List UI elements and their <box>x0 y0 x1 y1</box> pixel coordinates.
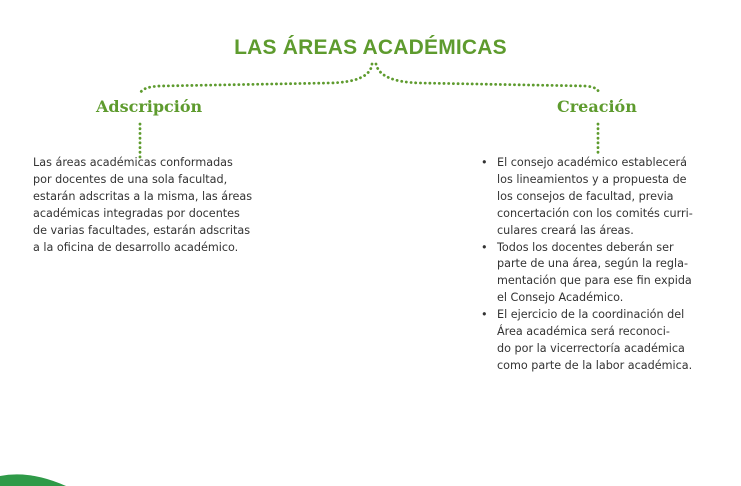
text-line: Todos los docentes deberán ser <box>497 240 674 254</box>
list-item <box>481 155 706 240</box>
list-item <box>481 307 706 375</box>
text-line: concertación con los comités curri- <box>497 206 693 220</box>
text-line: Área académica será reconoci- <box>497 325 670 339</box>
text-line: parte de una área, según la regla- <box>497 257 688 271</box>
page-title: LAS ÁREAS ACADÉMICAS <box>234 36 507 59</box>
text-line: por docentes de una sola facultad, <box>33 172 228 186</box>
bullet-icon: • <box>481 308 488 322</box>
text-line: el Consejo Académico. <box>497 291 624 305</box>
text-line: a la oficina de desarrollo académico. <box>33 240 239 254</box>
adscripcion-heading: Adscripción <box>96 97 203 116</box>
brace-left-connector <box>140 64 372 95</box>
text-line: de varias facultades, estarán adscritas <box>33 223 251 237</box>
text-line: El consejo académico establecerá <box>497 156 687 169</box>
text-line: do por la vicerrectoría académica <box>497 341 685 355</box>
text-line: culares creará las áreas. <box>497 223 634 237</box>
text-line: estarán adscritas a la misma, las áreas <box>33 189 253 203</box>
text-line: mentación que para ese fin expida <box>497 274 692 288</box>
footer-swoosh <box>0 474 66 486</box>
text-line: los consejos de facultad, previa <box>497 189 674 203</box>
adscripcion-description <box>33 155 273 256</box>
text-line: El ejercicio de la coordinación del <box>497 308 685 322</box>
bullet-icon: • <box>481 240 488 254</box>
creacion-list <box>481 155 706 375</box>
bullet-icon: • <box>481 156 488 169</box>
text-line: académicas integradas por docentes <box>33 206 240 220</box>
list-item <box>481 240 706 308</box>
brace-right-connector <box>376 64 599 95</box>
text-line: Las áreas académicas conformadas <box>33 156 233 169</box>
text-line: como parte de la labor académica. <box>497 358 693 372</box>
creacion-heading: Creación <box>557 97 637 116</box>
text-line: los lineamientos y a propuesta de <box>497 172 687 186</box>
